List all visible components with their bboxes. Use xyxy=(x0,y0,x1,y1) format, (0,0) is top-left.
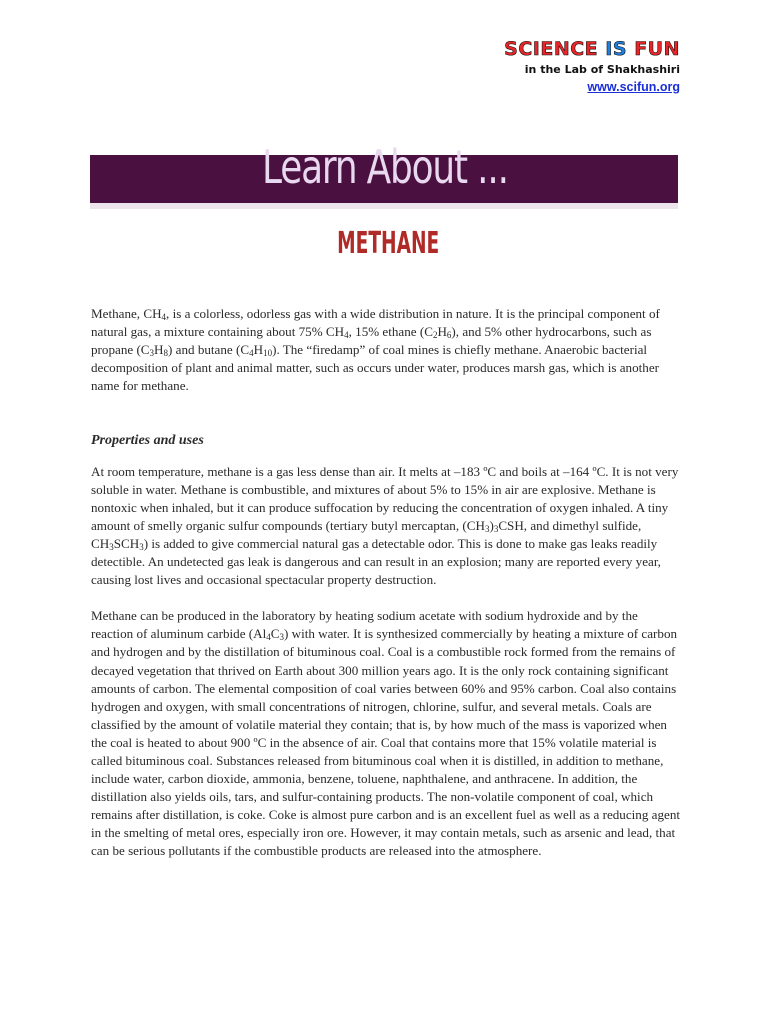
article-body xyxy=(91,305,681,861)
section-heading: Properties and uses xyxy=(91,433,204,449)
paragraph-intro: Methane, $CH_4$, is a colorless, odorless gas with a wide distribution in nature. It is the principal component of natural gas, a mixture containing about 75% $CH_4$, 15% ethane $(C_2H_6)$, and 5% other hydrocarbons, such as propane $(C_3H_8)$ and butane $(C_4H_{10})$. The “firedamp” of coal mines is chiefly methane. Anaerobic bacterial decomposition of plant and animal matter, such as occurs under water, produces marsh gas, which is another name for methane. xyxy=(91,306,660,394)
banner-title: Learn About ... xyxy=(262,140,508,194)
logo-subtitle: in the Lab of Shakhashiri xyxy=(524,63,680,76)
paragraph-properties: At room temperature, methane is a gas less dense than air. It melts at –183 ºC and boils at –164 ºC. It is not very soluble in water. Methane is combustible, and mixtures of about 5% to 15% in air are explosive. Methane is nontoxic when inhaled, but it can produce suffocation by reducing the concentration of oxygen inhaled. A tiny amount of smelly organic sulfur compounds (tertiary butyl mercaptan, $(CH_3)_3CSH$, and dimethyl sulfide, $CH_3SCH_3$) is added to give commercial natural gas a detectable odor. This is done to make gas leaks readily detectible. An undetected gas leak is dangerous and can result in an explosion; many are reported every year, causing lost lives and occasional spectacular property destruction. xyxy=(91,463,679,588)
page-subtitle: METHANE xyxy=(337,226,440,261)
logo-title xyxy=(504,38,680,60)
site-logo xyxy=(504,38,680,96)
paragraph-production: Methane can be produced in the laboratory by heating sodium acetate with sodium hydroxide and by the reaction of aluminum carbide $(Al_4C_3)$ with water. It is synthesized commercially by heating a mixture of carbon and hydrogen and by the distillation of bituminous coal. Coal is a combustible rock formed from the remains of decayed vegetation that thrived on Earth about 300 million years ago. It is the only rock containing significant amounts of carbon. The elemental composition of coal varies between 60% and 95% carbon. Coal also contains hydrogen and oxygen, with small concentrations of nitrogen, chlorine, sulfur, and several metals. Coals are classified by the amount of volatile material they contain; that is, by how much of the mass is vaporized when the coal is heated to about 900 ºC in the absence of air. Coal that contains more that 15% volatile material is called bituminous coal. Substances released from bituminous coal when it is distilled, in addition to methane, include water, carbon dioxide, ammonia, benzene, toluene, naphthalene, and anthracene. In addition, the distillation also yields oils, tars, and sulfur-containing products. The non-volatile component of coal, which remains after distillation, is coke. Coke is almost pure carbon and is an excellent fuel as well as a reducing agent in the smelting of metal ores, especially iron ore. However, it may contain metals, such as arsenic and lead, that can be serious pollutants if the combustible products are released into the atmosphere. xyxy=(91,608,681,859)
logo-word-fun: FUN xyxy=(634,38,680,60)
site-url-link[interactable]: www.scifun.org xyxy=(587,80,680,94)
logo-word-science: SCIENCE xyxy=(504,38,599,60)
logo-word-is: IS xyxy=(605,38,628,60)
